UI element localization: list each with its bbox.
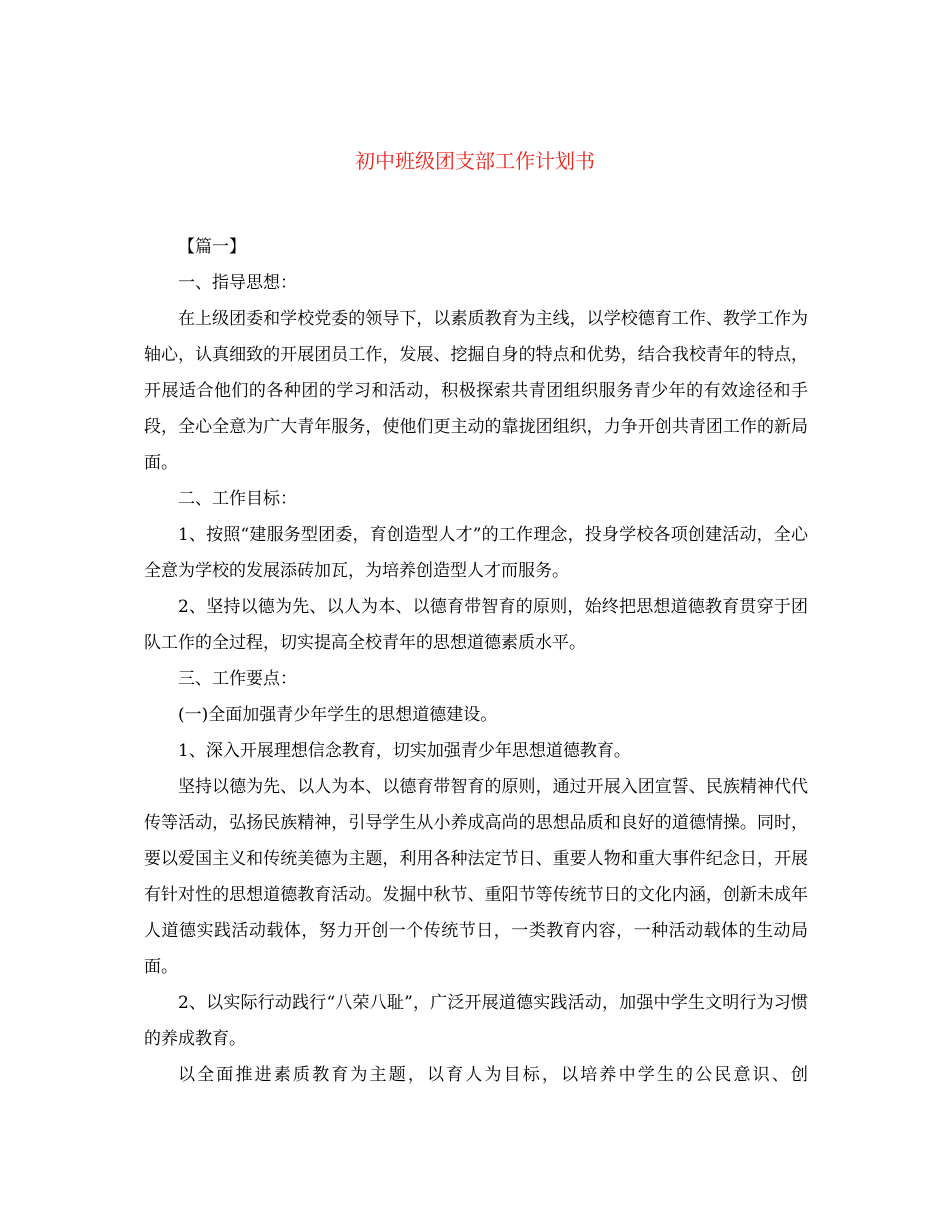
section-label: 【篇一】 (178, 237, 246, 257)
paragraph-guiding-ideology: 在上级团委和学校党委的领导下，以素质教育为主线，以学校德育工作、教学工作为轴心，认真细致的开展团员工作，发展、挖掘自身的特点和优势，结合我校青年的特点，开展适合他们的各种团的学习和活动，积极探索共青团组织服务青少年的有效途径和手段，全心全意为广大青年服务，使他们更主动的靠拢团组织，力争开创共青团工作的新局面。 (144, 309, 808, 473)
heading-guiding-ideology: 一、指导思想： (178, 273, 297, 293)
paragraph-point-2-title: 2、以实际行动践行“八荣八耻”，广泛开展道德实践活动，加强中学生文明行为习惯的养成教育。 (144, 993, 808, 1049)
paragraph-point-1-title: 1、深入开展理想信念教育，切实加强青少年思想道德教育。 (178, 741, 631, 761)
paragraph-point-1-body: 坚持以德为先、以人为本、以德育带智育的原则，通过开展入团宣誓、民族精神代代传等活动，弘扬民族精神，引导学生从小养成高尚的思想品质和良好的道德情操。同时，要以爱国主义和传统美德为主题，利用各种法定节日、重要人物和重大事件纪念日，开展有针对性的思想道德教育活动。发掘中秋节、重阳节等传统节日的文化内涵，创新未成年人道德实践活动载体，努力开创一个传统节日，一类教育内容，一种活动载体的生动局面。 (144, 777, 808, 977)
paragraph-goal-2: 2、坚持以德为先、以人为本、以德育带智育的原则，始终把思想道德教育贯穿于团队工作的全过程，切实提高全校青年的思想道德素质水平。 (144, 597, 808, 653)
paragraph-point-2-body: 以全面推进素质教育为主题，以育人为目标，以培养中学生的公民意识、创 (178, 1065, 808, 1085)
heading-work-goals: 二、工作目标： (178, 489, 297, 509)
paragraph-goal-1: 1、按照“建服务型团委，育创造型人才”的工作理念，投身学校各项创建活动，全心全意为学校的发展添砖加瓦，为培养创造型人才而服务。 (144, 525, 808, 581)
heading-work-points: 三、工作要点： (178, 669, 297, 689)
document-title: 初中班级团支部工作计划书 (355, 149, 595, 173)
document-body (144, 229, 808, 1093)
subheading-moral-construction: (一)全面加强青少年学生的思想道德建设。 (178, 705, 498, 725)
